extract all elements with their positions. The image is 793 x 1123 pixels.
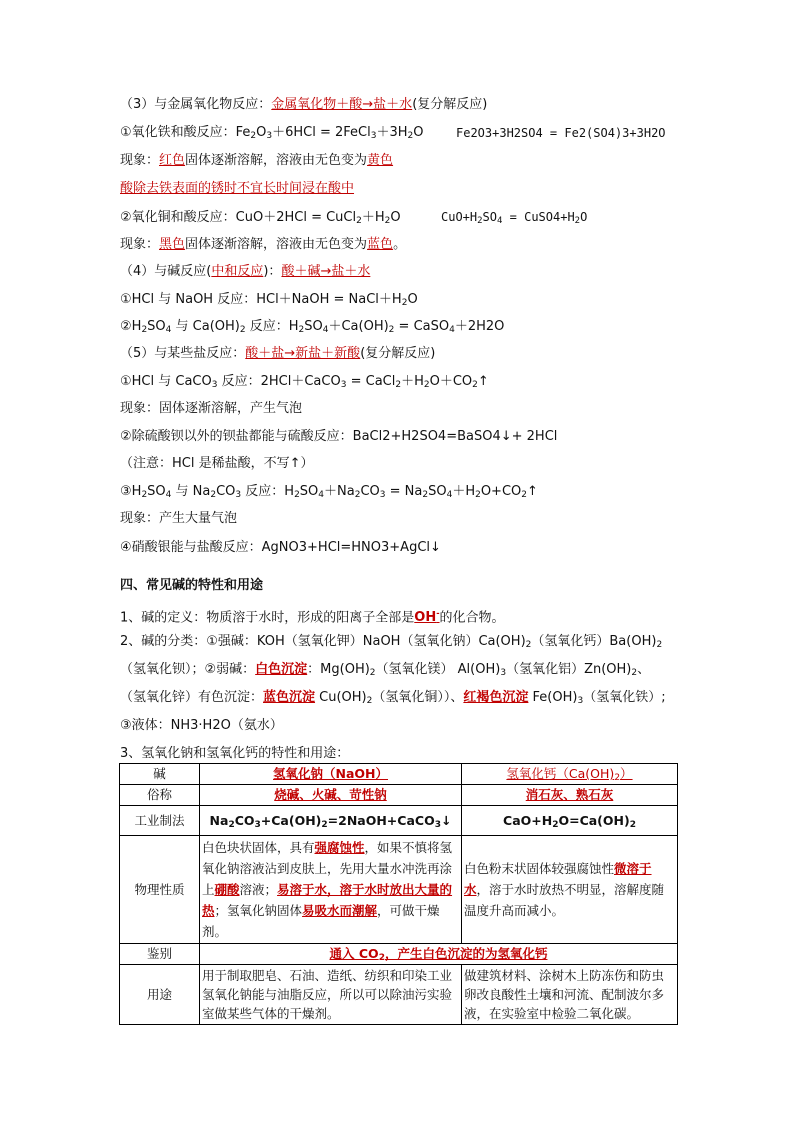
table-cell-label: 用途: [120, 965, 200, 1025]
t: 与 Ca(OH): [171, 319, 240, 334]
table-cell: $Na_2CO_3+Ca(OH)_2=2NaOH+CaCO_3↓$: [200, 806, 462, 836]
sec4-definition: [120, 605, 505, 627]
sec4-table-intro: 3、氢氧化钠和氢氧化钙的特性和用途：: [120, 746, 350, 761]
table-cell: $CaO+H_2O=Ca(OH)_2$: [462, 806, 678, 836]
t: ：Mg(OH): [307, 662, 370, 677]
t: （氢氧化铝）Zn(OH): [506, 662, 632, 677]
obs-color-black: 黑色: [159, 237, 186, 252]
s5-note: （注意：HCl 是稀盐酸，不写↑）: [120, 456, 314, 471]
t: 通入 CO: [329, 946, 379, 961]
t: 白色块状固体，具有: [202, 840, 315, 855]
table-row: [120, 944, 678, 965]
table-row: [120, 785, 678, 806]
obs-label: 现象：: [120, 153, 160, 168]
s5-h-post: (复分解反应): [360, 346, 436, 361]
s5-heading: [120, 345, 435, 363]
t: SO: [428, 484, 447, 499]
s3-r1-eq: ＋6HCl = 2FeCl: [272, 125, 371, 140]
s5-reaction-2: ②除硫酸钡以外的钡盐都能与硫酸反应：BaCl2+H2SO4=BaSO4↓+ 2HCl: [120, 429, 558, 444]
s5-observation-1: 现象：固体逐渐溶解，产生气泡: [120, 401, 303, 416]
t: 氢氧化钙（Ca(OH): [506, 766, 615, 781]
t: CO: [216, 484, 236, 499]
t: 强腐蚀性: [314, 840, 365, 855]
t: =2NaOH+CaCO: [327, 812, 435, 828]
table-cell: 烧碱、火碱、苛性钠: [200, 785, 462, 806]
t: CaO+H: [503, 812, 553, 828]
table-cell-label: 工业制法: [120, 806, 200, 836]
t: 的化合物。: [439, 610, 505, 626]
t: 1、碱的定义：物质溶于水时，形成的阳离子全部是: [120, 610, 415, 626]
s5-reaction-4: ④硝酸银能与盐酸反应：AgNO3+HCl=HNO3+AgCl↓: [120, 540, 441, 555]
t: （氢氧化钙）Ba(OH): [531, 634, 657, 649]
sec4-class-line3: （氢氧化锌）有色沉淀：蓝色沉淀 $Cu(OH)_2$（氢氧化铜））、红褐色沉淀 $Fe(OH)_3$（氢氧化铁）;: [120, 690, 666, 706]
t: OH: [414, 610, 437, 626]
base-properties-table: [119, 763, 678, 1025]
t: = CaSO: [394, 319, 450, 334]
t: 反应：H: [245, 319, 299, 334]
t: （氢氧化铜））、: [372, 690, 464, 705]
t: 微溶于水: [464, 861, 652, 897]
table-row: [120, 806, 678, 836]
t: 2、碱的分类：①强碱：KOH（氢氧化钾）NaOH（氢氧化钠）Ca(OH): [120, 634, 526, 649]
alt-d: O: [580, 210, 588, 224]
t: ＋Na: [324, 484, 355, 499]
s3-r1-text2: O: [256, 125, 267, 140]
t: ）: [620, 766, 633, 781]
t: 蓝色沉淀: [263, 690, 316, 705]
s3-reaction-2: ②氧化铜和酸反应：$CuO+2HCl = CuCl_2+H_2O$: [120, 210, 401, 226]
s3-r2-text: ②氧化铜和酸反应：CuO＋2HCl = CuCl: [120, 210, 357, 225]
t: SO: [147, 484, 166, 499]
table-row: [120, 836, 678, 944]
s3-reaction-1-alt: Fe2O3+3H2SO4 = Fe2(SO4)3+3H2O: [456, 126, 666, 140]
t: 与 Na: [171, 484, 211, 499]
s3-observation-1: [120, 152, 393, 170]
t: 、: [637, 662, 651, 677]
s3-r2-eq: ＋H: [361, 210, 385, 225]
t: 溶液；: [239, 882, 278, 897]
obs-text: 固体逐渐溶解，溶液由无色变为: [185, 153, 368, 168]
t: 反应：2HCl＋CaCO: [217, 374, 341, 389]
s3-note: 酸除去铁表面的锈时不宜长时间浸在酸中: [120, 181, 355, 196]
table-cell-label: 鉴别: [120, 944, 200, 965]
t: O＋CO: [429, 374, 473, 389]
s4-h-mid: )：: [263, 264, 282, 279]
t: 白色沉淀: [255, 662, 308, 677]
table-cell-label: 物理性质: [120, 836, 200, 944]
table-cell: 做建筑材料、涂树木上防冻伤和防虫卵改良酸性土壤和河流、配制波尔多液，在实验室中检验二氧化碳。: [462, 965, 678, 1025]
s3-heading-rule: 金属氧化物＋酸→盐＋水: [271, 97, 413, 112]
alt-b: SO: [482, 210, 497, 224]
t: ，溶于水时放热不明显，溶解度随温度升高而减小。: [464, 882, 665, 918]
s4-h-red1: 中和反应: [211, 264, 264, 279]
table-cell-identification: 通入 $CO_2$，产生白色沉淀的为氢氧化钙: [200, 944, 678, 965]
sec4-class-line4: ③液体：NH3·H2O（氨水）: [120, 718, 283, 733]
obs-color-yellow: 黄色: [367, 153, 394, 168]
t: 易吸水而潮解: [302, 903, 378, 918]
s3-reaction-1: ①氧化铁和酸反应：$Fe_2O_3+6HCl$ = $2FeCl_3+3H_2O$: [120, 125, 424, 141]
sec4-class-line2: （氢氧化钡）；②弱碱：白色沉淀：$Mg(OH)_2$（氢氧化镁） $Al(OH)_3$（氢氧化铝）$Zn(OH)_2$、: [120, 662, 651, 678]
obs-label: 现象：: [120, 237, 160, 252]
t: （氢氧化镁） Al(OH): [375, 662, 501, 677]
t: ；氢氧化钠固体: [214, 903, 303, 918]
s3-heading: [120, 96, 487, 114]
s4-h-pre: （4）与碱反应(: [120, 264, 212, 279]
t: 白色粉末状固体较强腐蚀性: [464, 861, 615, 876]
obs-color-red: 红色: [159, 153, 186, 168]
table-cell: 消石灰、熟石灰: [462, 785, 678, 806]
t: 硼酸: [214, 882, 240, 897]
alt-c: = CuSO4+H: [502, 210, 575, 224]
s3-heading-prefix: （3）与金属氧化物反应：: [120, 97, 272, 112]
t: ↑: [477, 374, 489, 389]
obs-color-blue: 蓝色: [367, 237, 394, 252]
table-row: [120, 965, 678, 1025]
s3-observation-2: [120, 236, 406, 254]
table-cell: [462, 836, 678, 944]
s4-heading: [120, 263, 370, 281]
t: CO: [360, 484, 380, 499]
t: ↑: [527, 484, 538, 499]
t: CO: [234, 812, 255, 828]
t: = Na: [385, 484, 423, 499]
t: ，可做干燥剂。: [202, 903, 440, 939]
s4-h-red2: 酸＋碱→盐＋水: [281, 264, 371, 279]
oh-ion: OH-: [414, 609, 440, 626]
obs-text: 固体逐渐溶解，溶液由无色变为: [185, 237, 368, 252]
s4-r1-text: ①HCl 与 NaOH 反应：HCl＋NaOH = NaCl＋H: [120, 292, 402, 307]
t: 易溶于水，溶于水时放出大量的热: [202, 882, 453, 918]
t: O=Ca(OH): [558, 812, 630, 828]
t: SO: [304, 319, 323, 334]
s3-r1-eq2: ＋3H: [376, 125, 408, 140]
s5-reaction-1: ①HCl 与 CaCO$_3$ 反应：2HCl＋CaCO$_3$ = $CaCl_2+H_2O+CO_2↑$: [120, 374, 489, 390]
t: = CaCl: [346, 374, 396, 389]
t: SO: [147, 319, 166, 334]
t: ＋Ca(OH): [328, 319, 389, 334]
s4-reaction-2: $②H_2SO_4$ 与 $Ca(OH)_2$ 反应：$H_2SO_4+Ca(OH)_2$ = CaSO$_4$＋2H2O: [120, 319, 505, 335]
t: ③H: [120, 484, 142, 499]
sec4-class-line1: 2、碱的分类：①强碱：KOH（氢氧化钾）NaOH（氢氧化钠）$Ca(OH)_2$（氢氧化钙）$Ba(OH)_2$: [120, 634, 663, 650]
t: ↓: [440, 812, 452, 828]
t: +Ca(OH): [260, 812, 322, 828]
t: Na: [209, 812, 229, 828]
t: Fe(OH): [528, 690, 578, 705]
s5-h-pre: （5）与某些盐反应：: [120, 346, 246, 361]
t: ＋2H2O: [454, 319, 505, 334]
table-cell: 用于制取肥皂、石油、造纸、纺织和印染工业氢氧化钠能与油脂反应，所以可以除油污实验室做某些气体的干燥剂。: [200, 965, 462, 1025]
table-cell: [200, 836, 462, 944]
t: 红褐色沉淀: [463, 690, 529, 705]
table-header-caoh: 氢氧化钙$(Ca(OH)_2)$: [462, 764, 678, 785]
s3-heading-suffix: (复分解反应): [412, 97, 488, 112]
s3-reaction-2-alt: $CuO+H_2SO_4$ = $CuSO4+H_2O$: [441, 210, 588, 226]
obs-end: 。: [393, 237, 407, 252]
t: ＋H: [452, 484, 476, 499]
s4-r1-end: O: [407, 292, 418, 307]
s3-r1-text: ①氧化铁和酸反应：Fe: [120, 125, 251, 140]
t: ①HCl 与 CaCO: [120, 374, 212, 389]
t: ②H: [120, 319, 142, 334]
s5-reaction-3: $③H_2SO_4$ 与 $Na_2CO_3$ 反应：$H_2SO_4+Na_2CO_3$ = $Na_2SO_4+H_2O+CO_2↑$: [120, 484, 538, 500]
t: O+CO: [480, 484, 522, 499]
t: （氢氧化铁）;: [583, 690, 666, 705]
sec4-title: 四、常见碱的特性和用途: [120, 578, 264, 593]
s3-r2-eq2: O: [390, 210, 401, 225]
t: SO: [299, 484, 319, 499]
table-header-label: 碱: [120, 764, 200, 785]
alt-a: CuO+H: [441, 210, 478, 224]
s3-r1-eq3: O: [413, 125, 424, 140]
table-row: [120, 764, 678, 785]
table-cell-label: 俗称: [120, 785, 200, 806]
table-header-naoh: 氢氧化钠（NaOH）: [200, 764, 462, 785]
t: （氢氧化锌）有色沉淀：: [120, 690, 264, 705]
t: （氢氧化钡）；②弱碱：: [120, 662, 256, 677]
s5-observation-3: 现象：产生大量气泡: [120, 511, 238, 526]
s4-reaction-1: ①HCl 与 NaOH 反应：HCl＋NaOH = $NaCl+H_2O$: [120, 292, 418, 308]
t: ，产生白色沉淀的为氢氧化钙: [384, 946, 548, 961]
s5-h-red: 酸＋盐→新盐＋新酸: [245, 346, 361, 361]
t: 反应：H: [241, 484, 295, 499]
t: Cu(OH): [315, 690, 367, 705]
t: ＋H: [401, 374, 424, 389]
t: ，如果不慎将氢氧化钠溶液沾到皮肤上，先用大量水冲洗再涂上: [202, 840, 453, 897]
